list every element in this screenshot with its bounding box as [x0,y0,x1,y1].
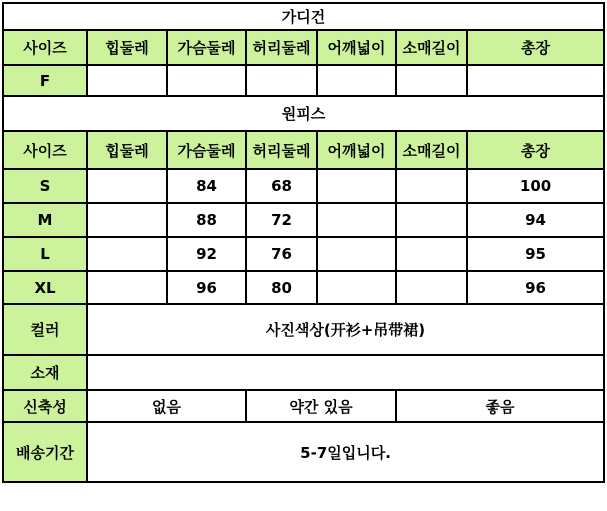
stretch-label: 신축성 [3,390,87,422]
dress-xl-chest-cell: 96 [167,271,246,304]
dress-header-row [3,131,604,169]
dress-xl-length-cell: 96 [467,271,604,304]
stretch-option-good: 좋음 [396,390,604,422]
dress-l-shoulder-cell [317,237,396,271]
dress-s-chest-cell: 84 [167,169,246,203]
cardigan-section-title: 가디건 [3,3,604,30]
shipping-row [3,422,604,482]
dress-s-hip-cell [87,169,167,203]
cardigan-col-header-length: 총장 [467,30,604,65]
cardigan-col-header-hip: 힙둘레 [87,30,167,65]
stretch-row [3,390,604,422]
cardigan-f-waist-cell [246,65,317,96]
dress-xl-shoulder-cell [317,271,396,304]
dress-col-header-sleeve: 소매길이 [396,131,467,169]
shipping-label: 배송기간 [3,422,87,482]
dress-m-hip-cell [87,203,167,237]
material-row [3,355,604,390]
dress-row-l [3,237,604,271]
material-label: 소재 [3,355,87,390]
dress-m-waist-cell: 72 [246,203,317,237]
dress-col-header-chest: 가슴둘레 [167,131,246,169]
dress-m-chest-cell: 88 [167,203,246,237]
dress-l-hip-cell [87,237,167,271]
dress-l-chest-cell: 92 [167,237,246,271]
material-value [87,355,604,390]
dress-s-waist-cell: 68 [246,169,317,203]
cardigan-col-header-shoulder: 어깨넓이 [317,30,396,65]
dress-title-row [3,96,604,131]
cardigan-f-chest-cell [167,65,246,96]
dress-section-title: 원피스 [3,96,604,131]
dress-xl-hip-cell [87,271,167,304]
dress-s-length-cell: 100 [467,169,604,203]
cardigan-f-sleeve-cell [396,65,467,96]
dress-xl-waist-cell: 80 [246,271,317,304]
dress-l-sleeve-cell [396,237,467,271]
color-value: 사진색상(开衫+吊带裙) [87,304,604,355]
cardigan-f-shoulder-cell [317,65,396,96]
dress-col-header-shoulder: 어깨넓이 [317,131,396,169]
dress-row-xl [3,271,604,304]
stretch-option-slight: 약간 있음 [246,390,396,422]
dress-l-length-cell: 95 [467,237,604,271]
cardigan-size-cell-f: F [3,65,87,96]
cardigan-col-header-chest: 가슴둘레 [167,30,246,65]
color-row [3,304,604,355]
cardigan-f-length-cell [467,65,604,96]
dress-col-header-hip: 힙둘레 [87,131,167,169]
dress-xl-sleeve-cell [396,271,467,304]
cardigan-col-header-waist: 허리둘레 [246,30,317,65]
dress-s-shoulder-cell [317,169,396,203]
dress-size-cell-s: S [3,169,87,203]
dress-s-sleeve-cell [396,169,467,203]
color-label: 컬러 [3,304,87,355]
dress-col-header-size: 사이즈 [3,131,87,169]
dress-row-s [3,169,604,203]
dress-size-cell-l: L [3,237,87,271]
shipping-value: 5-7일입니다. [87,422,604,482]
dress-m-shoulder-cell [317,203,396,237]
cardigan-f-hip-cell [87,65,167,96]
cardigan-row-f [3,65,604,96]
dress-size-cell-xl: XL [3,271,87,304]
size-chart-table [2,2,605,483]
dress-m-length-cell: 94 [467,203,604,237]
stretch-option-none: 없음 [87,390,246,422]
dress-col-header-length: 총장 [467,131,604,169]
cardigan-header-row [3,30,604,65]
dress-row-m [3,203,604,237]
dress-l-waist-cell: 76 [246,237,317,271]
dress-m-sleeve-cell [396,203,467,237]
cardigan-col-header-sleeve: 소매길이 [396,30,467,65]
cardigan-title-row [3,3,604,30]
dress-size-cell-m: M [3,203,87,237]
dress-col-header-waist: 허리둘레 [246,131,317,169]
size-chart-sheet [2,2,603,483]
cardigan-col-header-size: 사이즈 [3,30,87,65]
